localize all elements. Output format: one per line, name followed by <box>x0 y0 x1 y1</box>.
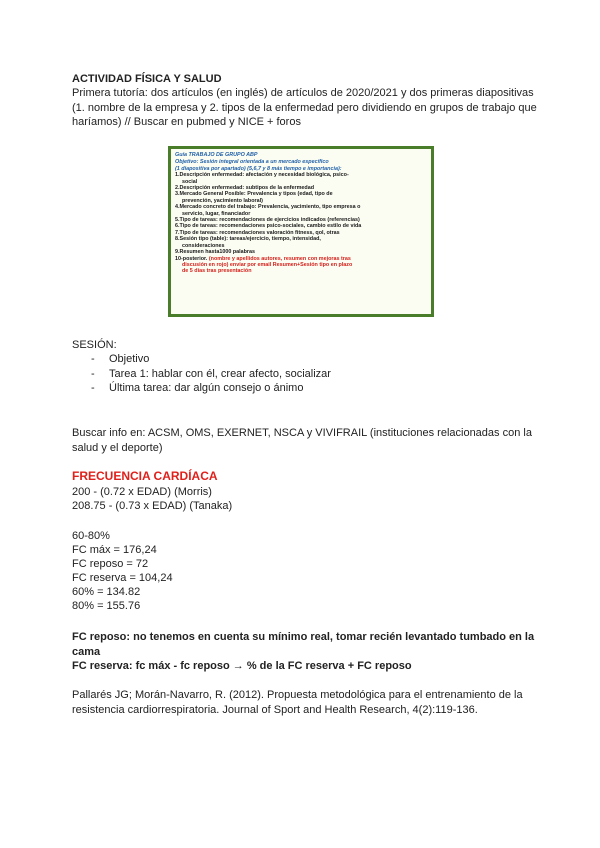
embedded-slide-image <box>168 146 434 317</box>
slide-item-cont: prevención, yacimiento laboral) <box>182 197 263 204</box>
session-title: SESIÓN: <box>72 339 117 351</box>
list-item: - Objetivo <box>72 352 542 367</box>
slide-item: 7.Tipo de tareas: recomendaciones valoración fitness, qol, otras <box>175 229 340 236</box>
slide-item: 1.Descripción enfermedad: afectación y necesidad biológica, psico- <box>175 172 349 179</box>
fc-reserve-value: FC reserva = 104,24 <box>72 572 173 584</box>
fc-max-value: FC máx = 176,24 <box>72 544 157 556</box>
search-info-paragraph: Buscar info en: ACSM, OMS, EXERNET, NSCA y VIVIFRAIL (instituciones relacionadas con la salud y el deporte) <box>72 427 532 454</box>
slide-item-cont: servicio, lugar, financiador <box>182 210 251 217</box>
fc-60-value: 60% = 134.82 <box>72 586 141 598</box>
formula-morris: 200 - (0.72 x EDAD) (Morris) <box>72 486 212 498</box>
slide-objective-1: Objetivo: Sesión integral orientada a un mercado específico <box>175 159 329 166</box>
slide-item-10-red-cont: discusión en rojo) enviar por email Resumen+Sesión tipo en plazo <box>182 261 353 268</box>
formula-tanaka: 208.75 - (0.73 x EDAD) (Tanaka) <box>72 500 233 512</box>
slide-item-10-red-cont: de 5 días tras presentación <box>182 268 252 275</box>
slide-item: 4.Mercado concreto del trabajo: Prevalencia, yacimiento, tipo empresa o <box>175 204 361 211</box>
page-title: ACTIVIDAD FÍSICA Y SALUD <box>72 73 222 85</box>
slide-item-cont: consideraciones <box>182 242 225 249</box>
slide-item: 3.Mercado General Posible: Prevalencia y tipos (edad, tipo de <box>175 191 333 198</box>
rest-note: FC reposo: no tenemos en cuenta su mínimo real, tomar recién levantado tumbado en la cama <box>72 631 535 658</box>
fc-80-value: 80% = 155.76 <box>72 600 141 612</box>
reference-citation: Pallarés JG; Morán-Navarro, R. (2012). Propuesta metodológica para el entrenamiento de la resistencia cardiorrespiratoria. Journal of Sport and Health Research, 4(2):119-136. <box>72 689 523 716</box>
slide-item: 8.Sesión tipo (table): tareas/ejercicio, tiempo, intensidad, <box>175 236 321 243</box>
intro-paragraph: Primera tutoría: dos artículos (en inglés) de artículos de 2020/2021 y dos primeras diapositivas (1. nombre de la empresa y 2. tipos de la enfermedad pero dividiendo en grupos de trabajo que haríamos) // Buscar en pubmed y NICE + foros <box>72 87 537 128</box>
slide-item: 2.Descripción enfermedad: subtipos de la enfermedad <box>175 185 314 192</box>
session-list <box>72 352 542 396</box>
slide-item-10-red: (nombre y apellidos autores, resumen con mejoras tras <box>208 255 351 262</box>
list-item: - Última tarea: dar algún consejo o ánimo <box>72 381 542 396</box>
fc-heading: FRECUENCIA CARDÍACA <box>72 469 218 483</box>
fc-range: 60-80% <box>72 530 110 542</box>
fc-rest-value: FC reposo = 72 <box>72 558 149 570</box>
slide-title: Guía TRABAJO DE GRUPO ABP <box>175 152 258 158</box>
list-item: - Tarea 1: hablar con él, crear afecto, socializar <box>72 367 542 382</box>
slide-item: 9.Resumen hasta1000 palabras <box>175 249 256 256</box>
reserve-note: FC reserva: fc máx - fc reposo → % de la FC reserva + FC reposo <box>72 660 412 672</box>
slide-objective-2: (1 diapositiva por apartado) (5,6,7 y 8 más tiempo e importancia): <box>175 165 342 172</box>
slide-item: 5.Tipo de tareas: recomendaciones de ejercicios indicados (referencias) <box>175 217 360 224</box>
slide-item: 6.Tipo de tareas: recomendaciones psico-sociales, cambio estilo de vida <box>175 223 362 230</box>
slide-item-cont: social <box>182 178 198 185</box>
slide-item-10-label: 10-posterior. <box>175 255 209 262</box>
